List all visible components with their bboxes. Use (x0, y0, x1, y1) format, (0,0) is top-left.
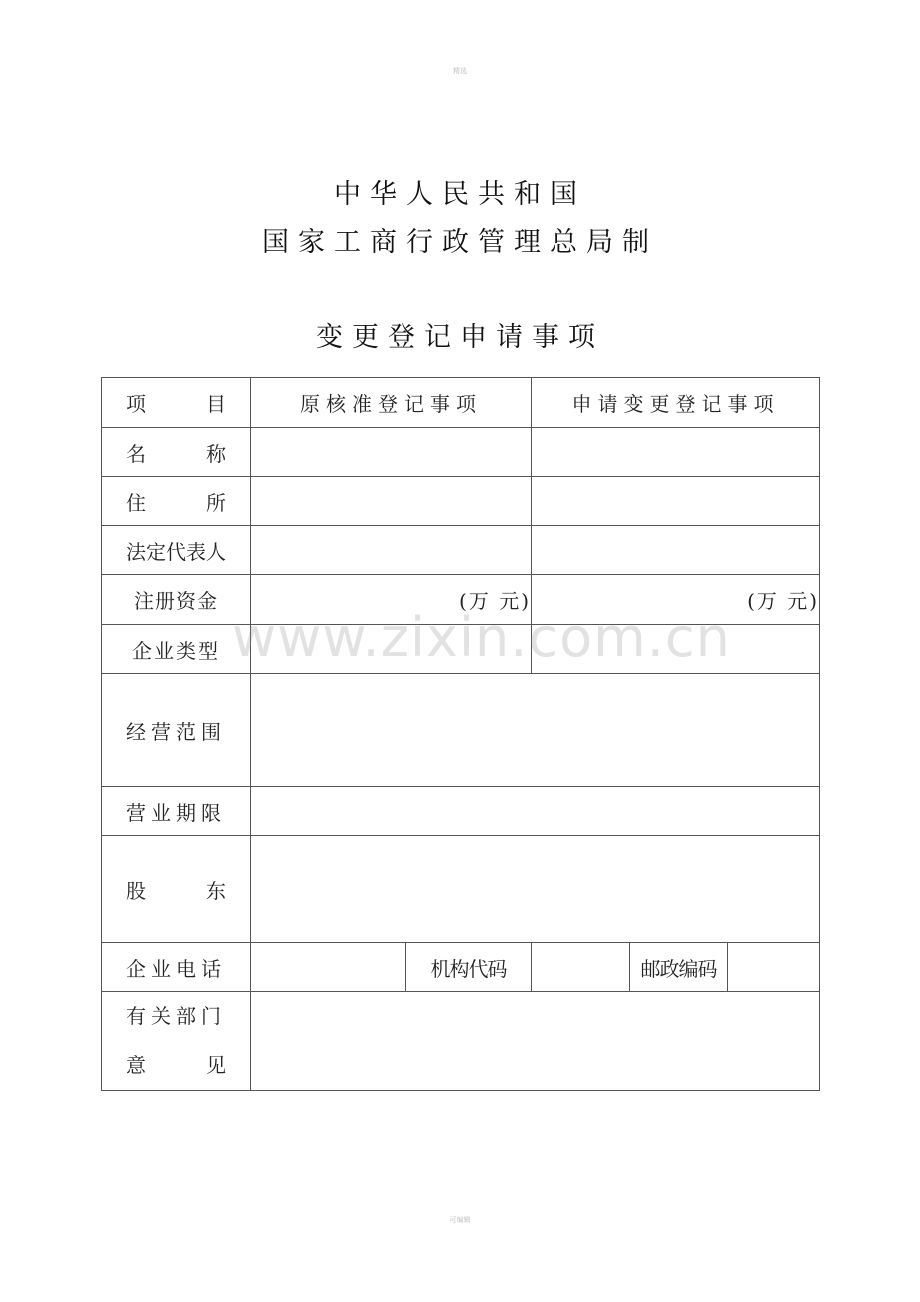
table-row (102, 943, 820, 992)
table-row (102, 836, 820, 943)
label-business-scope: 经营范围 (102, 674, 251, 787)
label-name: 名 称 (102, 428, 251, 477)
capital-original-field[interactable]: (万 元) (251, 575, 532, 625)
capital-requested-field[interactable]: (万 元) (532, 575, 820, 625)
authority-title: 国家工商行政管理总局制 (262, 227, 658, 258)
label-capital: 注册资金 (102, 575, 251, 625)
label-business-term: 营业期限 (102, 787, 251, 836)
label-phone: 企业电话 (102, 943, 251, 992)
table-row (102, 787, 820, 836)
label-dept-opinion-line2: 意 见 (126, 1053, 226, 1077)
address-requested-field[interactable] (532, 477, 820, 526)
table-header-row (102, 378, 820, 428)
label-address: 住 所 (102, 477, 251, 526)
phone-field[interactable] (251, 943, 406, 992)
name-original-field[interactable] (251, 428, 532, 477)
header-note: 精选 (453, 67, 467, 75)
label-shareholders: 股 东 (102, 836, 251, 943)
legal-rep-original-field[interactable] (251, 526, 532, 575)
label-enterprise-type: 企业类型 (102, 625, 251, 674)
header-requested: 申请变更登记事项 (532, 378, 820, 428)
legal-rep-requested-field[interactable] (532, 526, 820, 575)
shareholders-field[interactable] (251, 836, 820, 943)
org-code-field[interactable] (532, 943, 630, 992)
business-scope-field[interactable] (251, 674, 820, 787)
label-dept-opinion (102, 992, 251, 1091)
postal-code-field[interactable] (728, 943, 820, 992)
footer-note: 可编辑 (449, 1216, 471, 1224)
change-registration-table (101, 377, 820, 1091)
table-row (102, 428, 820, 477)
table-row (102, 477, 820, 526)
country-title: 中华人民共和国 (334, 179, 586, 210)
name-requested-field[interactable] (532, 428, 820, 477)
label-dept-opinion-line1: 有关部门 (126, 1004, 226, 1028)
table-row (102, 992, 820, 1091)
label-org-code: 机构代码 (406, 943, 532, 992)
form-title: 变更登记申请事项 (316, 322, 604, 353)
table-row (102, 526, 820, 575)
label-postal-code: 邮政编码 (630, 943, 728, 992)
header-item: 项 目 (102, 378, 251, 428)
address-original-field[interactable] (251, 477, 532, 526)
header-original: 原核准登记事项 (251, 378, 532, 428)
watermark-text: www.zixin.com.cn (232, 606, 731, 669)
dept-opinion-field[interactable] (251, 992, 820, 1091)
table-row (102, 674, 820, 787)
label-legal-rep: 法定代表人 (102, 526, 251, 575)
business-term-field[interactable] (251, 787, 820, 836)
